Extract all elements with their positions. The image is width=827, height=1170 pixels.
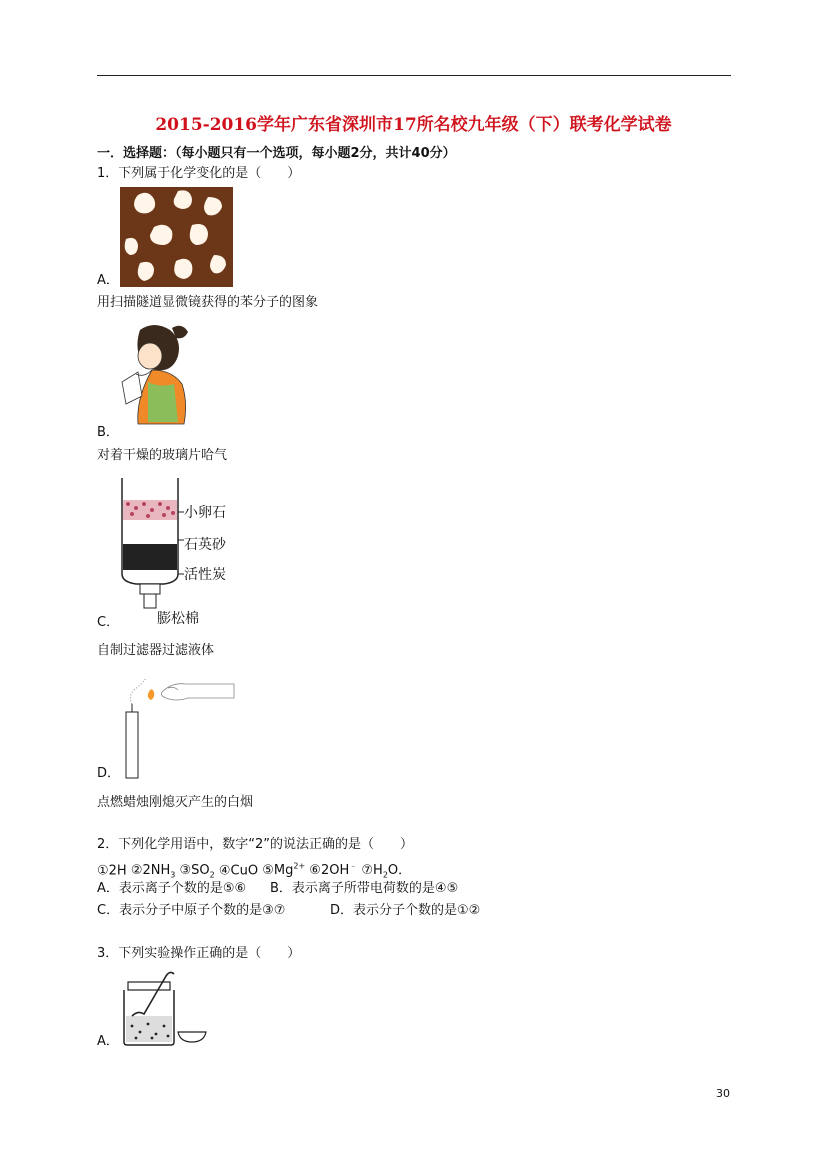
q3-stem: 3．下列实验操作正确的是（ ） (97, 946, 301, 961)
q1-option-d-letter: D． (97, 766, 121, 781)
formula-cuo: ④CuO (218, 863, 259, 879)
q1-option-c-letter: C． (97, 615, 120, 630)
q1-option-b-letter: B． (97, 425, 119, 440)
q3-option-a-letter: A． (97, 1034, 119, 1049)
q1-option-b-caption: 对着干燥的玻璃片哈气 (97, 448, 228, 463)
formula-h2o: $⑦H_2O$． (361, 863, 412, 880)
filter-label-quartz-sand: 石英砂 (184, 537, 226, 553)
formula-so2: $③SO_2$ (179, 863, 215, 880)
q2-option-c: C．表示分子中原子个数的是③⑦ (97, 903, 286, 918)
q1-stem: 1．下列属于化学变化的是（ ） (97, 166, 301, 181)
benzene-stm-image (120, 187, 233, 287)
q2-option-d: D．表示分子个数的是①② (330, 903, 481, 918)
q1-option-a-caption: 用扫描隧道显微镜获得的苯分子的图象 (97, 295, 319, 310)
formula-mg2plus: $⑤Mg^{2+}$ (262, 862, 306, 879)
q2-option-b: B．表示离子所带电荷数的是④⑤ (270, 881, 459, 896)
formula-2nh3: $②2NH_3$ (130, 863, 176, 880)
reagent-jar-spoon-image (118, 970, 218, 1046)
q2-option-a: A．表示离子个数的是⑤⑥ (97, 881, 247, 896)
q1-option-d-caption: 点燃蜡烛刚熄灭产生的白烟 (97, 795, 254, 810)
candle-white-smoke-image (118, 674, 238, 780)
q2-stem: 2．下列化学用语中，数字“2”的说法正确的是（ ） (97, 837, 414, 852)
girl-breathing-on-glass-image (118, 322, 190, 428)
formula-2h: ①2H (97, 863, 127, 879)
header-rule (97, 75, 731, 76)
filter-label-pebbles: 小卵石 (184, 505, 226, 521)
q1-option-a-letter: A． (97, 273, 119, 288)
filter-label-activated-carbon: 活性炭 (184, 567, 226, 583)
paper-title: 2015-2016学年广东省深圳市17所名校九年级（下）联考化学试卷 (155, 115, 672, 135)
filter-label-cotton: 膨松棉 (157, 611, 199, 627)
section-heading: 一．选择题：（每小题只有一个选项，每小题2分，共计40分） (97, 146, 456, 161)
formula-2oh-minus: ⑥2OH﹣ (309, 862, 358, 879)
q1-option-c-caption: 自制过滤器过滤液体 (97, 643, 215, 658)
page-number: 30 (716, 1087, 730, 1100)
homemade-filter-diagram (118, 478, 248, 628)
